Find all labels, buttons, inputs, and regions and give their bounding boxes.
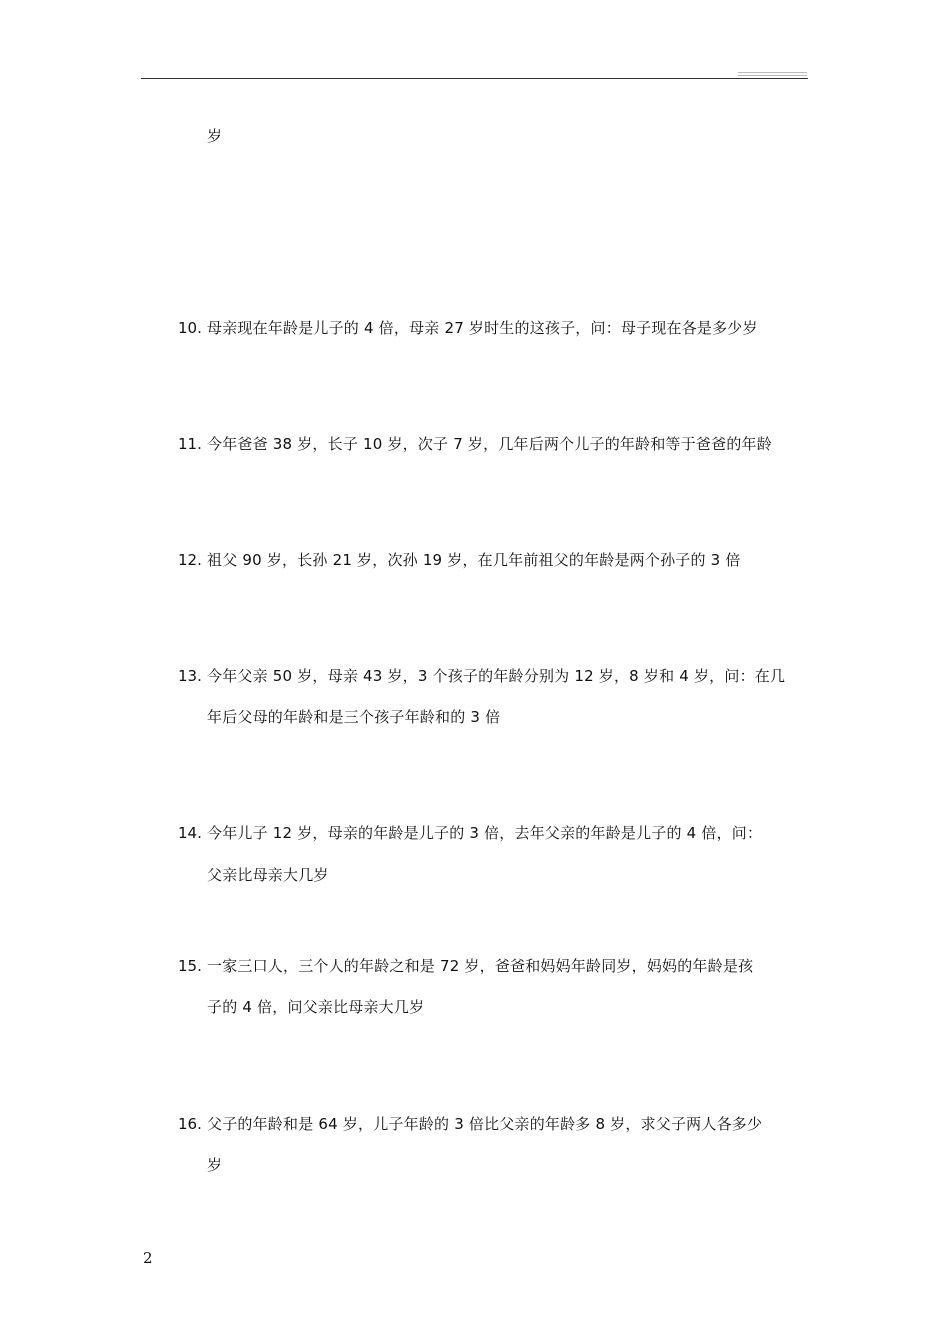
question-number: 16. (178, 1115, 202, 1133)
question-text: 祖父 90 岁，长孙 21 岁，次孙 19 岁，在几年前祖父的年龄是两个孙子的 3 倍 (207, 551, 741, 569)
header-decoration-line (738, 75, 807, 76)
continuation-text: 岁 (207, 127, 223, 145)
question-number: 14. (178, 824, 202, 842)
question-text: 今年儿子 12 岁，母亲的年龄是儿子的 3 倍，去年父亲的年龄是儿子的 4 倍，问： (207, 824, 763, 842)
question-text-continued: 岁 (207, 1156, 223, 1174)
header-decoration-line (738, 72, 807, 73)
question-number: 13. (178, 667, 202, 685)
header-rule (141, 78, 808, 79)
page-number: 2 (143, 1249, 153, 1267)
question-number: 15. (178, 957, 202, 975)
question-text: 今年爸爸 38 岁，长子 10 岁，次子 7 岁，几年后两个儿子的年龄和等于爸爸的年龄 (207, 435, 772, 453)
question-text: 今年父亲 50 岁，母亲 43 岁，3 个孩子的年龄分别为 12 岁，8 岁和 4 岁，问：在几 (207, 667, 786, 685)
question-number: 12. (178, 551, 202, 569)
question-text: 一家三口人，三个人的年龄之和是 72 岁，爸爸和妈妈年龄同岁，妈妈的年龄是孩 (207, 957, 754, 975)
question-text: 母亲现在年龄是儿子的 4 倍，母亲 27 岁时生的这孩子，问：母子现在各是多少岁 (207, 319, 758, 337)
question-text-continued: 年后父母的年龄和是三个孩子年龄和的 3 倍 (207, 708, 501, 726)
question-text-continued: 父亲比母亲大几岁 (207, 866, 329, 884)
question-number: 10. (178, 319, 202, 337)
question-text: 父子的年龄和是 64 岁，儿子年龄的 3 倍比父亲的年龄多 8 岁，求父子两人各多少 (207, 1115, 763, 1133)
question-number: 11. (178, 435, 202, 453)
question-text-continued: 子的 4 倍，问父亲比母亲大几岁 (207, 998, 425, 1016)
